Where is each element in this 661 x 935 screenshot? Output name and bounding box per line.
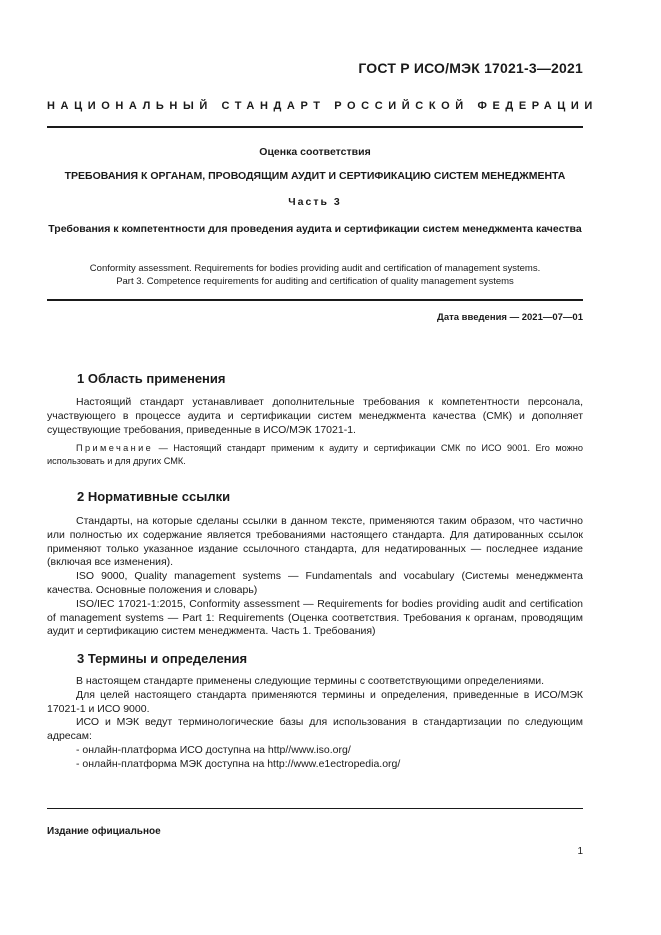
list-item: - онлайн-платформа МЭК доступна на http://www.e1ectropedia.org/: [76, 757, 401, 770]
section-3-heading: 3 Термины и определения: [77, 651, 248, 666]
list-item: - онлайн-платформа ИСО доступна на http//www.iso.org/: [76, 743, 351, 756]
english-title-line-1: Conformity assessment. Requirements for bodies providing audit and certification of management systems.: [89, 263, 541, 274]
section-2-heading: 2 Нормативные ссылки: [77, 489, 231, 504]
paragraph: Для целей настоящего стандарта применяются термины и определения, приведенные в ИСО/МЭК 17021-1 и ИСО 9000.: [47, 688, 583, 715]
note-label: Примечание: [76, 443, 154, 454]
paragraph: В настоящем стандарте применены следующие термины с соответствующими определениями.: [76, 675, 545, 687]
english-title-line-2: Part 3. Competence requirements for auditing and certification of quality management systems: [116, 276, 514, 287]
national-standard-title: НАЦИОНАЛЬНЫЙ СТАНДАРТ РОССИЙСКОЙ ФЕДЕРАЦИИ: [47, 100, 598, 112]
standard-number: ГОСТ Р ИСО/МЭК 17021-3—2021: [358, 60, 583, 76]
top-divider: [47, 126, 583, 128]
note-text: — Настоящий стандарт применим к аудиту и сертификации СМК по ИСО 9001. Его можно использовать и для других СМК.: [47, 443, 583, 466]
section-3-body: [47, 675, 583, 772]
title-divider: [47, 299, 583, 301]
section-2-body: [47, 515, 583, 639]
standard-subtitle: Требования к компетентности для проведения аудита и сертификации систем менеджмента качества: [48, 223, 582, 235]
paragraph: Настоящий стандарт устанавливает дополнительные требования к компетентности персонала, участвующего в процессе аудита и сертификации систем менеджмента качества (СМК) и дополняет существующие требования, приведенные в ИСО/МЭК 17021-1.: [47, 396, 583, 436]
part-label: Часть 3: [288, 196, 342, 208]
conformity-assessment-label: Оценка соответствия: [259, 146, 371, 158]
page-number: 1: [577, 846, 583, 857]
english-title: [47, 262, 583, 288]
section-1-heading: 1 Область применения: [77, 371, 226, 386]
official-edition-label: Издание официальное: [47, 826, 161, 837]
standard-main-title: ТРЕБОВАНИЯ К ОРГАНАМ, ПРОВОДЯЩИМ АУДИТ И СЕРТИФИКАЦИЮ СИСТЕМ МЕНЕДЖМЕНТА: [64, 170, 566, 182]
section-1-body: [47, 396, 583, 467]
paragraph: ИСО и МЭК ведут терминологические базы для использования в стандартизации по следующим адресам:: [47, 716, 583, 743]
effective-date: Дата введения — 2021—07—01: [437, 312, 583, 323]
note: [47, 442, 583, 467]
paragraph: Стандарты, на которые сделаны ссылки в данном тексте, применяются таким образом, что частично или полностью их содержание является требованиями настоящего стандарта. Для датированных ссылок применяют только указанное издание ссылочного стандарта, для недатированных — последнее издание (включая все изменения).: [47, 515, 583, 569]
paragraph: ISO 9000, Quality management systems — Fundamentals and vocabulary (Системы менеджмента качества. Основные положения и словарь): [47, 570, 583, 596]
footer-divider: [47, 808, 583, 809]
paragraph: ISO/IEC 17021-1:2015, Conformity assessment — Requirements for bodies providing audit and certification of management systems — Part 1: Requirements (Оценка соответствия. Требования к органам, проводящим аудит и сертификацию систем менеджмента. Часть 1. Требования): [47, 597, 583, 638]
